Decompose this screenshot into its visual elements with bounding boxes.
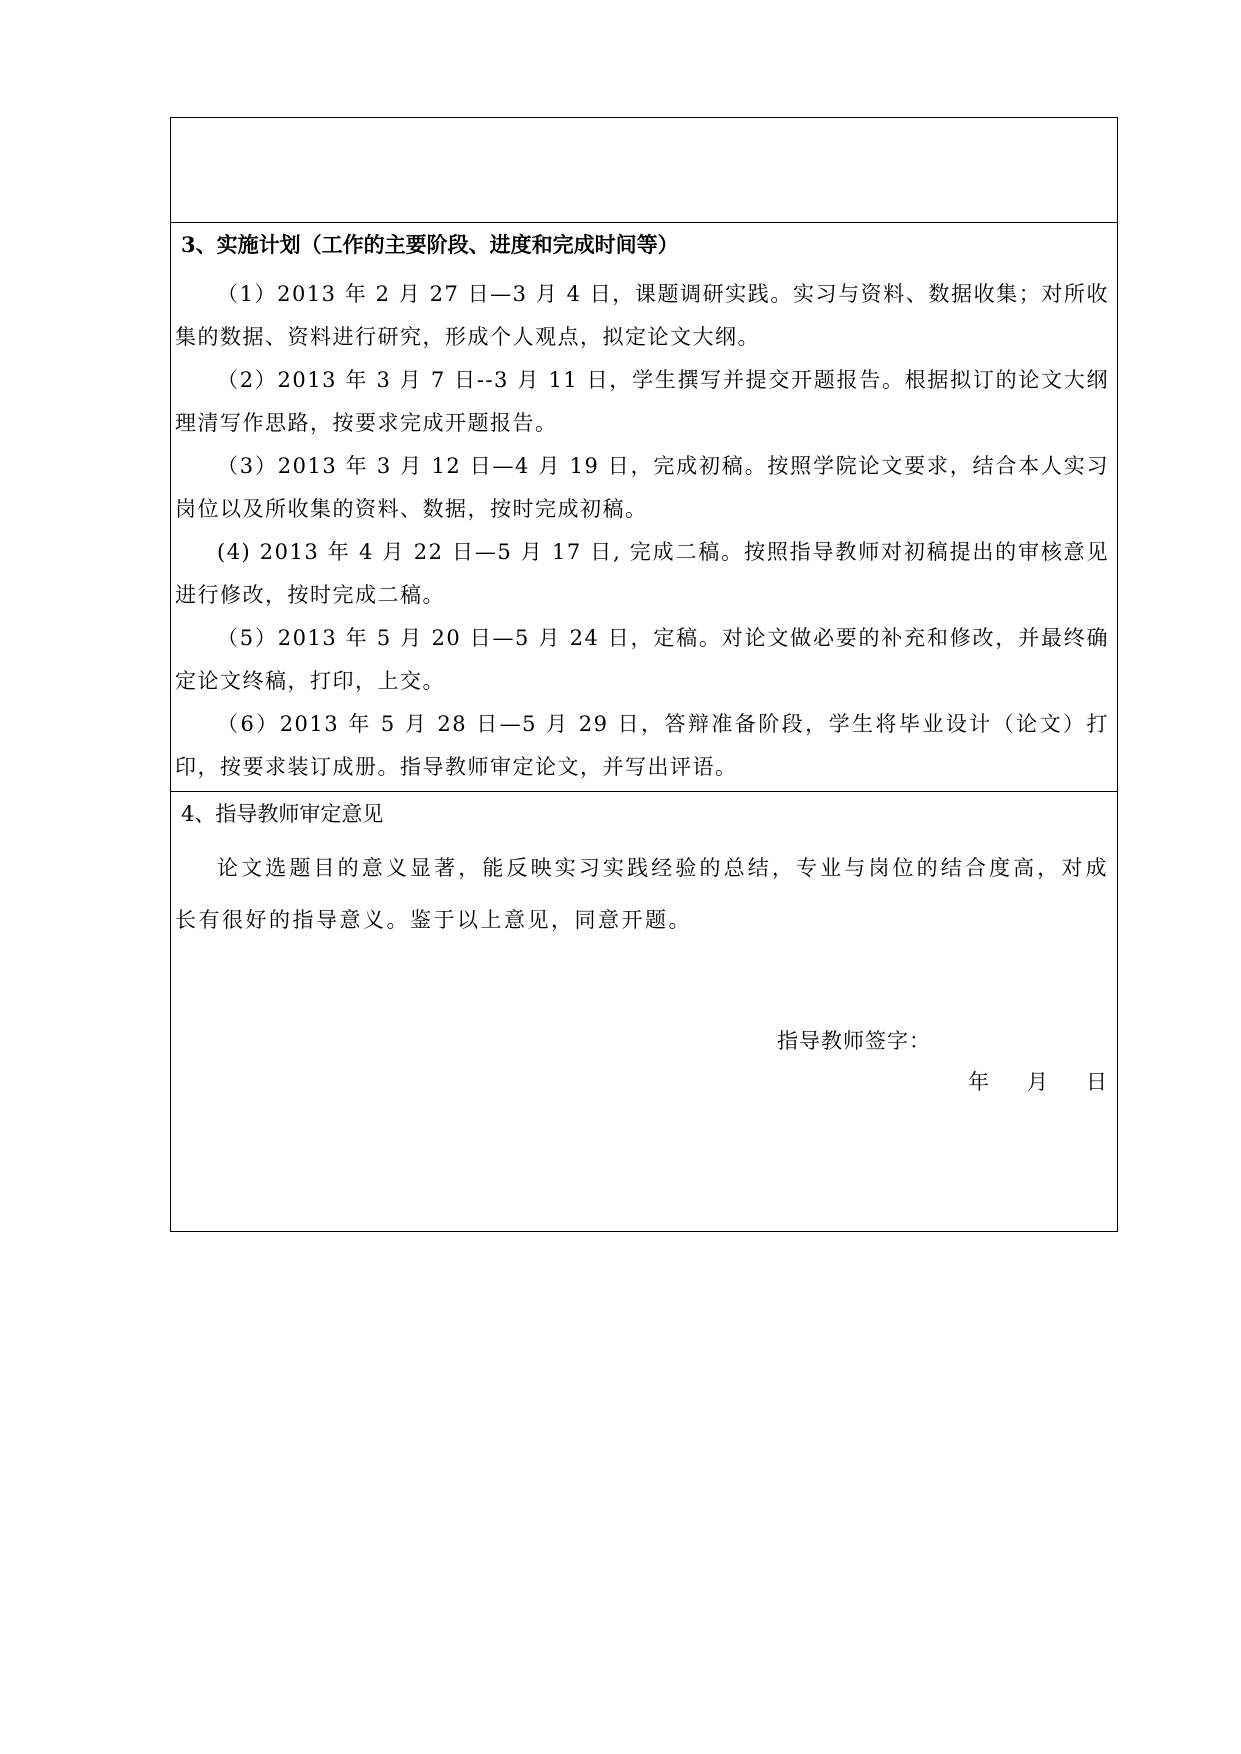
plan-item-6: （6）2013 年 5 月 28 日—5 月 29 日，答辩准备阶段，学生将毕业设计（论文）打印，按要求装订成册。指导教师审定论文，并写出评语。 (175, 712, 1109, 779)
plan-item-3: （3）2013 年 3 月 12 日—4 月 19 日，完成初稿。按照学院论文要求，结合本人实习岗位以及所收集的资料、数据，按时完成初稿。 (175, 454, 1109, 521)
implementation-plan-section (171, 222, 1117, 791)
advisor-opinion-text: 论文选题目的意义显著，能反映实习实践经验的总结，专业与岗位的结合度高，对成长有很好的指导意义。鉴于以上意见，同意开题。 (175, 856, 1109, 932)
advisor-opinion-heading: 4、指导教师审定意见 (181, 802, 384, 826)
plan-item-1: （1）2013 年 2 月 27 日—3 月 4 日，课题调研实践。实习与资料、数据收集；对所收集的数据、资料进行研究，形成个人观点，拟定论文大纲。 (175, 282, 1109, 349)
advisor-signature-label: 指导教师签字： (777, 1029, 931, 1053)
date-day-label: 日 (1086, 1070, 1107, 1094)
previous-section-continuation (171, 118, 1117, 222)
date-year-label: 年 (968, 1070, 989, 1094)
implementation-plan-heading: 3、实施计划（工作的主要阶段、进度和完成时间等） (181, 232, 679, 257)
plan-item-5: （5）2013 年 5 月 20 日—5 月 24 日，定稿。对论文做必要的补充和修改，并最终确定论文终稿，打印，上交。 (175, 626, 1109, 693)
plan-item-4: (4) 2013 年 4 月 22 日—5 月 17 日, 完成二稿。按照指导教师对初稿提出的审核意见进行修改，按时完成二稿。 (175, 540, 1109, 607)
date-month-label: 月 (1027, 1070, 1048, 1094)
advisor-opinion-section (171, 791, 1117, 1231)
report-form-table (170, 117, 1118, 1232)
signature-date-line (968, 1070, 1107, 1094)
plan-item-2: （2）2013 年 3 月 7 日--3 月 11 日，学生撰写并提交开题报告。根据拟订的论文大纲理清写作思路，按要求完成开题报告。 (175, 368, 1109, 435)
plan-list (175, 273, 1109, 789)
